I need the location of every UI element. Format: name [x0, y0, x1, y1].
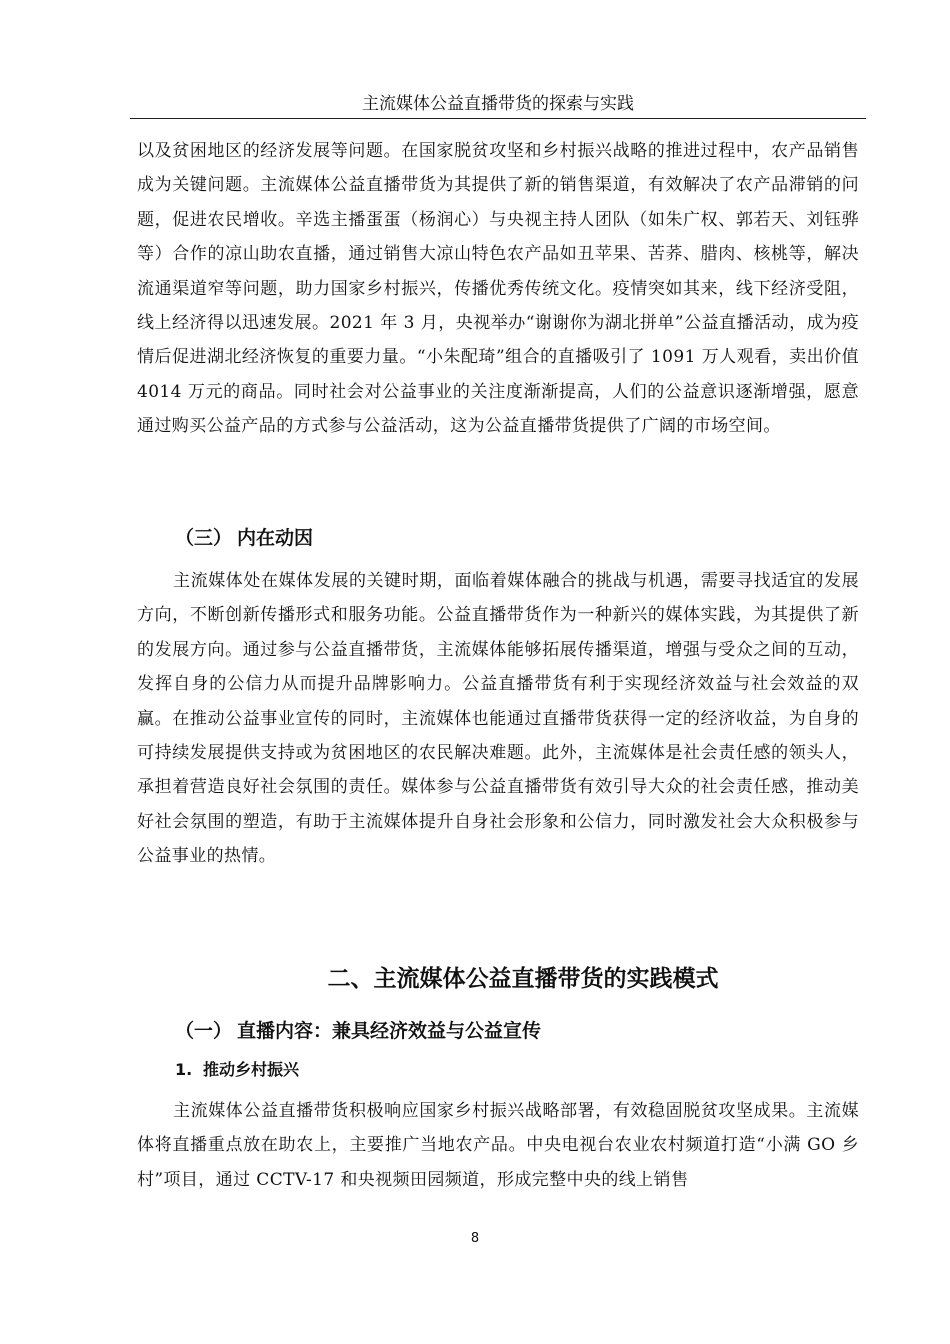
chapter-heading: 二、主流媒体公益直播带货的实践模式 [327, 966, 719, 992]
paragraph-rural-revitalization: 主流媒体公益直播带货积极响应国家乡村振兴战略部署，有效稳固脱贫攻坚成果。主流媒体将直播重点放在助农上，主要推广当地农产品。中央电视台农业农村频道打造“小满 GO 乡村”项目，通过 CCTV-17 和央视频田园频道，形成完整中央的线上销售 [137, 1101, 859, 1190]
section-heading-intrinsic-motivation [175, 524, 313, 552]
section-number: （三） [175, 527, 233, 549]
section-title: 内在动因 [237, 527, 314, 549]
running-header: 主流媒体公益直播带货的探索与实践 [362, 94, 634, 114]
section-number: （一） [175, 1020, 233, 1042]
section-title: 直播内容：兼具经济效益与公益宣传 [237, 1020, 542, 1042]
item-number: 1. [175, 1060, 193, 1079]
header-rule [130, 118, 866, 119]
page-number: 8 [470, 1231, 480, 1246]
paragraph-continued: 以及贫困地区的经济发展等问题。在国家脱贫攻坚和乡村振兴战略的推进过程中，农产品销售成为关键问题。主流媒体公益直播带货为其提供了新的销售渠道，有效解决了农产品滞销的问题，促进农民增收。辛选主播蛋蛋（杨润心）与央视主持人团队（如朱广权、郭若天、刘钰骅等）合作的凉山助农直播，通过销售大凉山特色农产品如丑苹果、苦荞、腊肉、核桃等，解决流通渠道窄等问题，助力国家乡村振兴，传播优秀传统文化。疫情突如其来，线下经济受阻，线上经济得以迅速发展。2021 年 3 月，央视举办“谢谢你为湖北拼单”公益直播活动，成为疫情后促进湖北经济恢复的重要力量。“小朱配琦”组合的直播吸引了 1091 万人观看，卖出价值 4014 万元的商品。同时社会对公益事业的关注度渐渐提高，人们的公益意识逐渐增强，愿意通过购买公益产品的方式参与公益活动，这为公益直播带货提供了广阔的市场空间。 [137, 141, 859, 437]
item-title: 推动乡村振兴 [203, 1060, 300, 1079]
paragraph-intrinsic-motivation: 主流媒体处在媒体发展的关键时期，面临着媒体融合的挑战与机遇，需要寻找适宜的发展方向，不断创新传播形式和服务功能。公益直播带货作为一种新兴的媒体实践，为其提供了新的发展方向。通过参与公益直播带货，主流媒体能够拓展传播渠道，增强与受众之间的互动，发挥自身的公信力从而提升品牌影响力。公益直播带货有利于实现经济效益与社会效益的双赢。在推动公益事业宣传的同时，主流媒体也能通过直播带货获得一定的经济收益，为自身的可持续发展提供支持或为贫困地区的农民解决难题。此外，主流媒体是社会责任感的领头人，承担着营造良好社会氛围的责任。媒体参与公益直播带货有效引导大众的社会责任感，推动美好社会氛围的塑造，有助于主流媒体提升自身社会形象和公信力，同时激发社会大众积极参与公益事业的热情。 [137, 571, 859, 867]
section-heading-live-content [175, 1017, 541, 1045]
item-heading-rural-revitalization [175, 1058, 299, 1082]
